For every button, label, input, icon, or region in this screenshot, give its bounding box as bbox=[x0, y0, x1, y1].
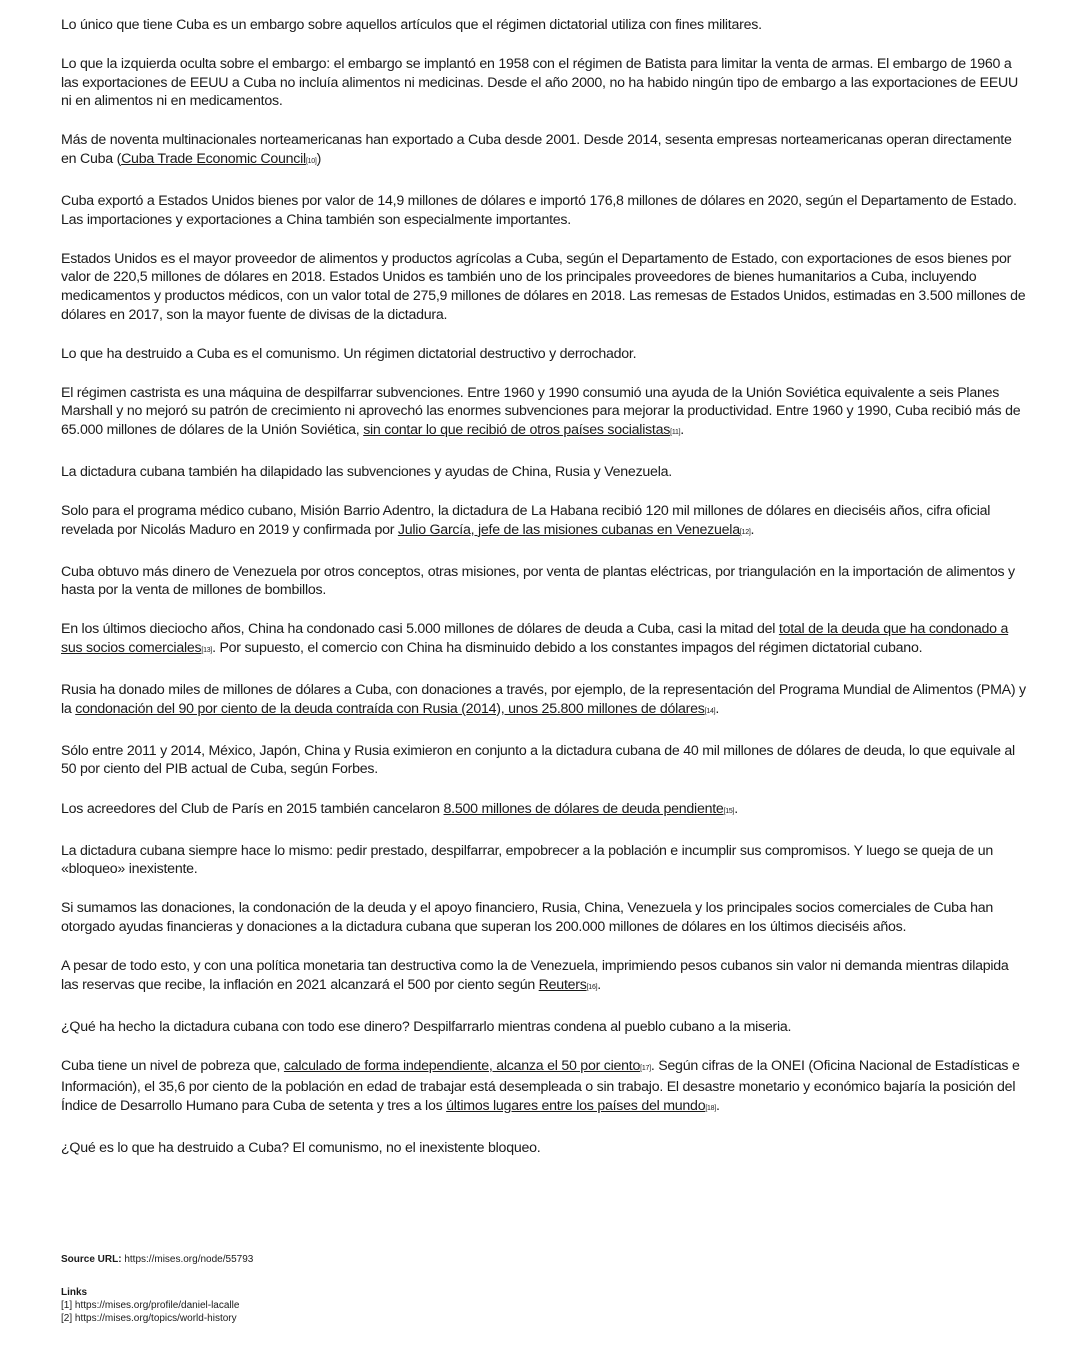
paragraph bbox=[61, 192, 1027, 229]
source-url[interactable]: https://mises.org/node/55793 bbox=[124, 1254, 254, 1265]
reference-marker[interactable]: [17] bbox=[640, 1064, 651, 1072]
paragraph bbox=[61, 1057, 1027, 1119]
reference-marker[interactable]: [12] bbox=[739, 528, 751, 536]
paragraph-text: . bbox=[597, 976, 601, 993]
paragraph-text: Lo único que tiene Cuba es un embargo sobre aquellos artículos que el régimen dictatorial utiliza con fines militares. bbox=[61, 17, 762, 33]
paragraph-text: Sólo entre 2011 y 2014, México, Japón, China y Rusia eximieron en conjunto a la dictadura cubana de 40 mil millones de dólares de deuda, lo que equivale al 50 por ciento del PIB actual de Cuba, según Forbes. bbox=[61, 742, 1015, 778]
reference-marker[interactable]: [13] bbox=[201, 647, 213, 655]
source-line bbox=[61, 1253, 961, 1266]
paragraph bbox=[61, 742, 1027, 779]
paragraph-text: La dictadura cubana también ha dilapidado las subvenciones y ayudas de China, Rusia y Venezuela. bbox=[61, 464, 672, 480]
paragraph-text: ¿Qué ha hecho la dictadura cubana con todo ese dinero? Despilfarrarlo mientras condena al pueblo cubano a la miseria. bbox=[61, 1018, 792, 1035]
paragraph bbox=[61, 502, 1027, 542]
paragraph-text: A pesar de todo esto, y con una política monetaria tan destructiva como la de Venezuela, imprimiendo pesos cubanos sin valor ni demanda mientras dilapida las reservas que recibe, la inflación en 2021 alcanzará el 500 por ciento según bbox=[61, 958, 1009, 993]
paragraph bbox=[61, 1139, 1027, 1158]
paragraph-text: Solo para el programa médico cubano, Misión Barrio Adentro, la dictadura de La Habana recibió 120 mil millones de dólares en dieciséis años, cifra oficial revelada por Nicolás Maduro en 2019 y confirmada por bbox=[61, 503, 991, 538]
paragraph-text: Más de noventa multinacionales norteamericanas han exportado a Cuba desde 2001. Desde 2014, sesenta empresas norteamericanas operan directamente en Cuba ( bbox=[61, 132, 1012, 167]
paragraph-text: ) bbox=[316, 150, 322, 167]
paragraph-text: . bbox=[715, 700, 720, 717]
paragraph-text: ¿Qué es lo que ha destruido a Cuba? El comunismo, no el inexistente bloqueo. bbox=[61, 1140, 541, 1157]
paragraph-text: La dictadura cubana siempre hace lo mismo: pedir prestado, despilfarrar, empobrecer a la población e incumplir sus compromisos. Y luego se queja de un «bloqueo» inexistente. bbox=[61, 842, 993, 878]
paragraph bbox=[61, 899, 1027, 936]
paragraph bbox=[61, 681, 1027, 721]
paragraph bbox=[61, 16, 1027, 35]
paragraph bbox=[61, 384, 1027, 443]
paragraph-text: Rusia ha donado miles de millones de dólares a Cuba, con donaciones a través, por ejemplo, de la representación del Programa Mundial de Alimentos (PMA) y la bbox=[61, 682, 1026, 717]
paragraph-text: Cuba exportó a Estados Unidos bienes por valor de 14,9 millones de dólares e importó 176,8 millones de dólares en 2020, según el Departamento de Estado. Las importaciones y exportaciones a China también son especialmente importantes. bbox=[61, 193, 1017, 228]
paragraph bbox=[61, 957, 1027, 997]
reference-marker[interactable]: [10] bbox=[305, 157, 317, 165]
paragraph bbox=[61, 1018, 1027, 1037]
source-label: Source URL: bbox=[61, 1254, 122, 1265]
reference-marker[interactable]: [14] bbox=[704, 707, 716, 715]
inline-link[interactable]: Cuba Trade Economic Council bbox=[121, 150, 306, 167]
reference-marker[interactable]: [11] bbox=[670, 428, 681, 436]
paragraph-text: . bbox=[750, 521, 755, 538]
paragraph-text: Cuba tiene un nivel de pobreza que, bbox=[61, 1057, 284, 1074]
links-label: Links bbox=[61, 1287, 88, 1298]
reference-marker[interactable]: [18] bbox=[705, 1104, 717, 1112]
paragraph-text: . Por supuesto, el comercio con China ha disminuido debido a los constantes impagos del régimen dictatorial cubano. bbox=[212, 640, 923, 657]
paragraph-text: . bbox=[716, 1097, 720, 1114]
paragraph bbox=[61, 55, 1027, 111]
inline-link[interactable]: calculado de forma independiente, alcanza el 50 por ciento bbox=[283, 1057, 641, 1074]
reference-marker[interactable]: [15] bbox=[723, 807, 735, 815]
article-body bbox=[61, 16, 1027, 1178]
paragraph-text: Cuba obtuvo más dinero de Venezuela por otros conceptos, otras misiones, por venta de plantas eléctricas, por triangulación en la importación de alimentos y hasta por la venta de millones de bombillos. bbox=[61, 563, 1015, 599]
document-footer bbox=[61, 1253, 961, 1325]
paragraph bbox=[61, 131, 1027, 171]
inline-link[interactable]: últimos lugares entre los países del mundo bbox=[446, 1097, 706, 1114]
paragraph bbox=[61, 842, 1027, 879]
paragraph bbox=[61, 563, 1027, 600]
paragraph bbox=[61, 250, 1027, 324]
link-item[interactable]: [2] https://mises.org/topics/world-history bbox=[61, 1313, 237, 1324]
paragraph-text: . bbox=[680, 421, 684, 438]
inline-link[interactable]: sin contar lo que recibió de otros países socialistas bbox=[363, 421, 671, 438]
paragraph-text: Si sumamos las donaciones, la condonación de la deuda y el apoyo financiero, Rusia, China, Venezuela y los principales socios comerciales de Cuba han otorgado ayudas financieras y donaciones a la dictadura cubana que superan los 200.000 millones de dólares en los últimos dieciséis años. bbox=[61, 900, 994, 935]
inline-link[interactable]: total de la deuda que ha condonado a sus socios comerciales bbox=[61, 621, 1009, 657]
reference-marker[interactable]: [16] bbox=[586, 983, 598, 991]
paragraph-text: Lo que ha destruido a Cuba es el comunismo. Un régimen dictatorial destructivo y derrochador. bbox=[61, 345, 637, 362]
inline-link[interactable]: condonación del 90 por ciento de la deuda contraída con Rusia (2014), unos 25.800 millones de dólares bbox=[75, 700, 705, 717]
paragraph bbox=[61, 345, 1027, 364]
paragraph-text: En los últimos dieciocho años, China ha condonado casi 5.000 millones de dólares de deuda a Cuba, casi la mitad del bbox=[61, 621, 779, 638]
inline-link[interactable]: 8.500 millones de dólares de deuda pendiente bbox=[443, 800, 724, 817]
paragraph-text: Los acreedores del Club de París en 2015 también cancelaron bbox=[61, 800, 444, 817]
paragraph-text: El régimen castrista es una máquina de despilfarrar subvenciones. Entre 1960 y 1990 consumió una ayuda de la Unión Soviética equivalente a seis Planes Marshall y no mejoró su patrón de crecimiento ni aprovechó las enormes subvenciones para mejorar la productividad. Entre 1960 y 1990, Cuba recibió más de 65.000 millones de dólares de la Unión Soviética, bbox=[61, 384, 1021, 438]
inline-link[interactable]: Reuters bbox=[538, 976, 587, 993]
paragraph-text: Lo que la izquierda oculta sobre el embargo: el embargo se implantó en 1958 con el régimen de Batista para limitar la venta de armas. El embargo de 1960 a las exportaciones de EEUU a Cuba no incluía alimentos ni medicinas. Desde el año 2000, no ha habido ningún tipo de embargo a las exportaciones de EEUU ni en alimentos ni en medicamentos. bbox=[61, 56, 1019, 110]
inline-link[interactable]: Julio García, jefe de las misiones cubanas en Venezuela bbox=[397, 521, 740, 538]
paragraph bbox=[61, 800, 1027, 822]
paragraph-text: . Según cifras de la ONEI (Oficina Nacional de Estadísticas e Información), el 35,6 por ciento de la población en edad de trabajar está desempleada o sin trabajo. El desastre monetario y económico bajaría la posición del Índice de Desarrollo Humano para Cuba de setenta y tres a los bbox=[61, 1057, 1020, 1114]
links-section bbox=[61, 1286, 961, 1325]
paragraph bbox=[61, 620, 1027, 660]
link-item[interactable]: [1] https://mises.org/profile/daniel-lacalle bbox=[61, 1300, 240, 1311]
paragraph-text: . bbox=[734, 800, 738, 817]
paragraph bbox=[61, 463, 1027, 482]
paragraph-text: Estados Unidos es el mayor proveedor de alimentos y productos agrícolas a Cuba, según el Departamento de Estado, con exportaciones de esos bienes por valor de 220,5 millones de dólares en 2018. Estados Unidos es también uno de los principales proveedores de bienes humanitarios a Cuba, incluyendo medicamentos y productos médicos, con un valor total de 275,9 millones de dólares en 2018. Las remesas de Estados Unidos, estimadas en 3.500 millones de dólares en 2017, son la mayor fuente de divisas de la dictadura. bbox=[61, 250, 1026, 323]
